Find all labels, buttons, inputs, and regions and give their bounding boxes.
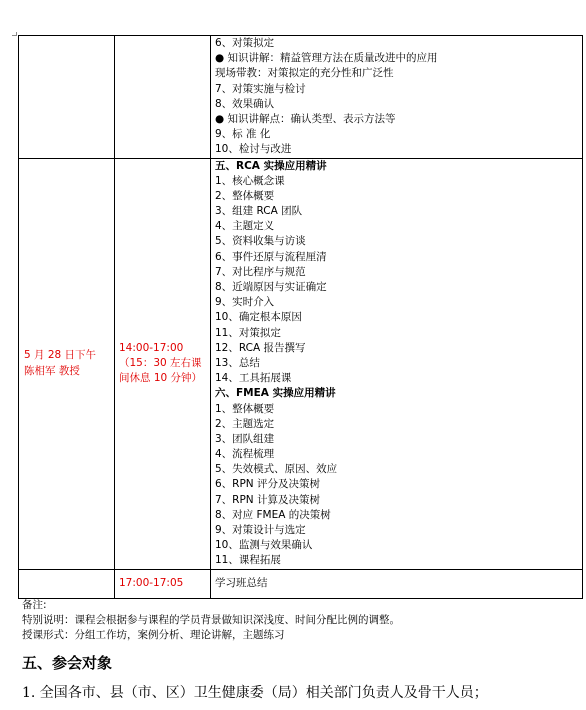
- list-item: 10、监测与效果确认: [215, 539, 313, 552]
- session-time: 17:00-17:05: [119, 576, 184, 589]
- list-item: 13、总结: [215, 356, 260, 369]
- session-break: （15：30 左右课间休息 10 分钟）: [119, 356, 203, 385]
- rca-heading: 五、RCA 实操应用精讲: [215, 159, 327, 172]
- schedule-table: [18, 35, 583, 599]
- list-item: 9、标 准 化: [215, 128, 271, 141]
- time-cell: [115, 36, 211, 159]
- list-item: 6、对策拟定: [215, 37, 275, 49]
- table-row: [19, 569, 583, 598]
- session-time: 14:00-17:00: [119, 341, 184, 354]
- content-cell: [211, 36, 583, 159]
- time-cell: [115, 569, 211, 598]
- list-item: 10、确定根本原因: [215, 311, 302, 324]
- list-item: 7、对策实施与检讨: [215, 82, 306, 95]
- rca-list: [215, 174, 582, 387]
- date-cell: [19, 569, 115, 598]
- list-item: 9、实时介入: [215, 296, 275, 309]
- list-item: 1、整体概要: [215, 402, 275, 415]
- list-item: 现场带教：对策拟定的充分性和广泛性: [215, 67, 394, 80]
- list-item: 5、资料收集与访谈: [215, 235, 306, 248]
- list-item: ● 知识讲解点：确认类型、表示方法等: [215, 112, 396, 125]
- content-list: [215, 36, 582, 158]
- list-item: 2、主题选定: [215, 417, 275, 430]
- list-item: 11、课程拓展: [215, 554, 281, 567]
- attendee-item: 1. 全国各市、县（市、区）卫生健康委（局）相关部门负责人及骨干人员；: [22, 685, 488, 701]
- list-item: 8、近端原因与实证确定: [215, 281, 327, 293]
- list-item: 2、整体概要: [215, 189, 275, 202]
- list-item: 12、RCA 报告撰写: [215, 341, 306, 354]
- date-cell: [19, 36, 115, 159]
- content-cell: [211, 158, 583, 569]
- notes-label: 备注:: [22, 599, 47, 611]
- special-note: 特别说明：课程会根据参与课程的学员背景做知识深浅度、时间分配比例的调整。: [22, 614, 400, 626]
- list-item: 11、对策拟定: [215, 326, 281, 339]
- list-item: 8、对应 FMEA 的决策树: [215, 508, 331, 521]
- crop-mark: [12, 35, 17, 36]
- list-item: 7、RPN 计算及决策树: [215, 493, 320, 506]
- list-item: 10、检讨与改进: [215, 143, 292, 156]
- list-item: 4、流程梳理: [215, 448, 275, 461]
- format-note: 授课形式：分组工作坊，案例分析、理论讲解，主题练习: [22, 629, 285, 641]
- section-heading: 五、参会对象: [22, 654, 113, 672]
- fmea-list: [215, 402, 582, 569]
- list-item: 6、事件还原与流程厘清: [215, 250, 327, 263]
- list-item: 14、工具拓展课: [215, 372, 292, 385]
- table-row: [19, 36, 583, 159]
- content-cell: [211, 569, 583, 598]
- list-item: 3、组建 RCA 团队: [215, 205, 303, 218]
- notes: [22, 598, 400, 643]
- table-row: [19, 158, 583, 569]
- list-item: 4、主题定义: [215, 220, 275, 233]
- time-cell: [115, 158, 211, 569]
- list-item: 5、失效模式、原因、效应: [215, 463, 338, 476]
- list-item: 3、团队组建: [215, 432, 275, 445]
- list-item: 8、效果确认: [215, 97, 275, 110]
- list-item: ● 知识讲解：精益管理方法在质量改进中的应用: [215, 52, 438, 65]
- list-item: 9、对策设计与选定: [215, 524, 306, 536]
- list-item: 1、核心概念课: [215, 174, 285, 187]
- closing-text: 学习班总结: [215, 576, 268, 589]
- list-item: 7、对比程序与规范: [215, 265, 306, 278]
- fmea-heading: 六、FMEA 实操应用精讲: [215, 387, 336, 400]
- session-teacher: 陈相军 教授: [24, 364, 80, 377]
- session-date: 5 月 28 日下午: [24, 349, 97, 362]
- list-item: 6、RPN 评分及决策树: [215, 478, 320, 491]
- date-cell: [19, 158, 115, 569]
